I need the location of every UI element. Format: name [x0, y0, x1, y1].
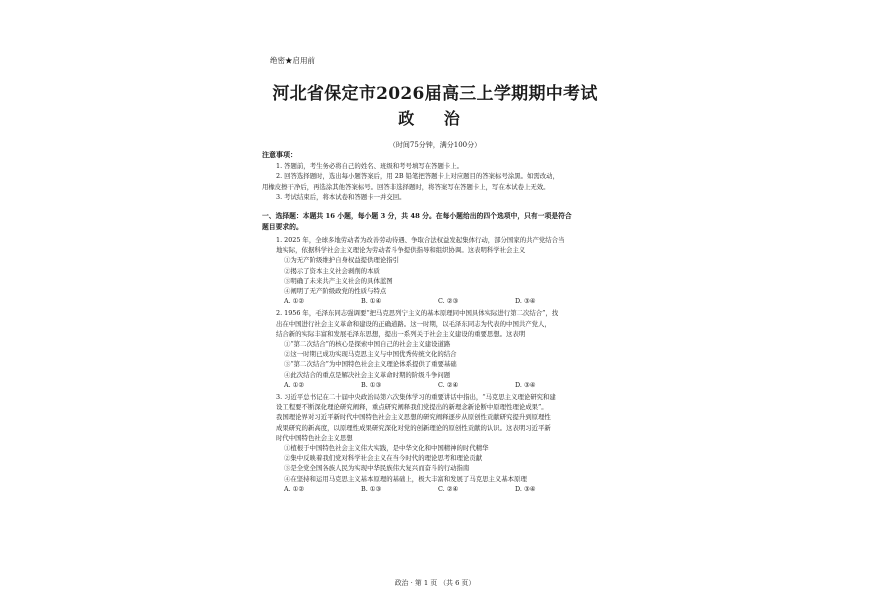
question-2: [262, 308, 614, 390]
stem-line: 时代中国特色社会主义思想: [276, 433, 353, 442]
question-stem: [262, 392, 614, 443]
option-a: A. ①②: [284, 297, 305, 306]
option-b: B. ①④: [361, 297, 382, 306]
option-a: A. ①②: [284, 380, 305, 389]
stem-line: 设工程要不断深化理论研究阐释，重点研究阐释我们党提出的新理念新论断中原理性理论成果”。: [276, 403, 548, 412]
option-d: D. ③④: [515, 297, 536, 306]
statement: ①植根于中国特色社会主义伟大实践，是中华文化和中国精神的时代精华: [284, 444, 489, 453]
option-b: B. ①③: [361, 380, 382, 389]
stem-line: 成果研究的新高度，以原理性成果研究深化对党的创新理论的原创性贡献的认识。这表明习近平新: [276, 423, 551, 432]
section-line: 一、选择题：本题共 16 小题，每小题 3 分，共 48 分。在每小题给出的四个选项中，只有一项是符合: [262, 212, 572, 221]
option-a: A. ①②: [284, 484, 305, 493]
answer-options: [262, 484, 614, 494]
stem-line: 2. 1956 年，毛泽东同志强调要“把马克思列宁主义的基本原理同中国具体实际进行第二次结合”，找: [276, 309, 559, 318]
option-d: D. ③④: [515, 484, 536, 493]
statement: ②这一时期已成功实现马克思主义与中国优秀传统文化的结合: [284, 350, 457, 359]
subject-title: 政 治: [398, 109, 472, 128]
section-heading: [262, 211, 614, 233]
answer-options: [262, 296, 614, 306]
statement: ③明确了未来共产主义社会的具体蓝图: [284, 276, 393, 285]
option-c: C. ②③: [438, 297, 459, 306]
stem-line: 出在中国进行社会主义革命和建设的正确道路。这一时期，以毛泽东同志为代表的中国共产党人，: [276, 319, 551, 328]
stem-line: 结合新的实际丰富和发展毛泽东思想，提出一系列关于社会主义建设的重要思想。这表明: [276, 329, 526, 338]
option-b: B. ①③: [361, 484, 382, 493]
statement: ②揭示了资本主义社会剥削的本质: [284, 266, 380, 275]
statement: ③“第二次结合”为中国特色社会主义理论体系提供了重要基础: [284, 360, 457, 369]
stem-line: 地实际，依据科学社会主义理论为劳动者斗争提供指导和组织协调。这表明科学社会主义: [276, 246, 526, 255]
question-3: [262, 392, 614, 494]
option-c: C. ②④: [438, 484, 459, 493]
statement: ④在坚持和运用马克思主义基本原理的基础上，极大丰富和发展了马克思主义基本原理: [284, 474, 527, 483]
notice-item: 用橡皮擦干净后，再选涂其他答案标号。回答非选择题时，将答案写在答题卡上，写在本试卷上无效。: [262, 182, 550, 191]
secret-label: 绝密★启用前: [270, 56, 315, 65]
question-stem: [262, 235, 614, 255]
exam-title: 河北省保定市2026届高三上学期期中考试: [272, 84, 598, 104]
notice-item: 1. 答题前，考生务必将自己的姓名、班级和考号填写在答题卡上。: [276, 162, 464, 171]
statement: ④阐明了无产阶级政党的性质与特点: [284, 287, 387, 296]
option-c: C. ②④: [438, 380, 459, 389]
question-stem: [262, 308, 614, 339]
statement: ③是全党全国各族人民为实现中华民族伟大复兴而奋斗的行动指南: [284, 464, 470, 473]
stem-line: 3. 习近平总书记在二十届中央政治局第六次集体学习的重要讲话中指出，“马克思主义理论研究和建: [276, 393, 556, 402]
statement: ②集中反映着我们党对科学社会主义在当今时代的理论思考和理论贡献: [284, 454, 483, 463]
page-footer: 政治 · 第 1 页 （共 6 页）: [394, 579, 476, 587]
notice-item: 2. 回答选择题时，选出每小题答案后，用 2B 铅笔把答题卡上对应题目的答案标号涂黑。如需改动，: [276, 172, 559, 181]
notice-item: 3. 考试结束后，将本试卷和答题卡一并交回。: [276, 192, 406, 201]
statement: ①为无产阶级维护自身权益提供理论指引: [284, 256, 400, 265]
option-d: D. ③④: [515, 380, 536, 389]
statement: ④此次结合的重点是解决社会主义革命时期的阶级斗争问题: [284, 370, 451, 379]
section-line: 题目要求的。: [262, 223, 303, 232]
notice-heading: 注意事项：: [262, 150, 297, 159]
stem-line: 我国理论界对习近平新时代中国特色社会主义思想的研究阐释逐步从原创性贡献研究提升到原理性: [276, 413, 551, 422]
stem-line: 1. 2025 年，全球多地劳动者为改善劳动待遇、争取合法权益发起集体行动，部分国家的共产党结合当: [276, 236, 565, 245]
answer-options: [262, 380, 614, 390]
time-note: （时间75分钟，满分100分）: [388, 141, 482, 149]
exam-body: [262, 150, 614, 494]
statement: ①“第二次结合”的核心是探索中国自己的社会主义建设道路: [284, 340, 451, 349]
question-1: [262, 235, 614, 306]
